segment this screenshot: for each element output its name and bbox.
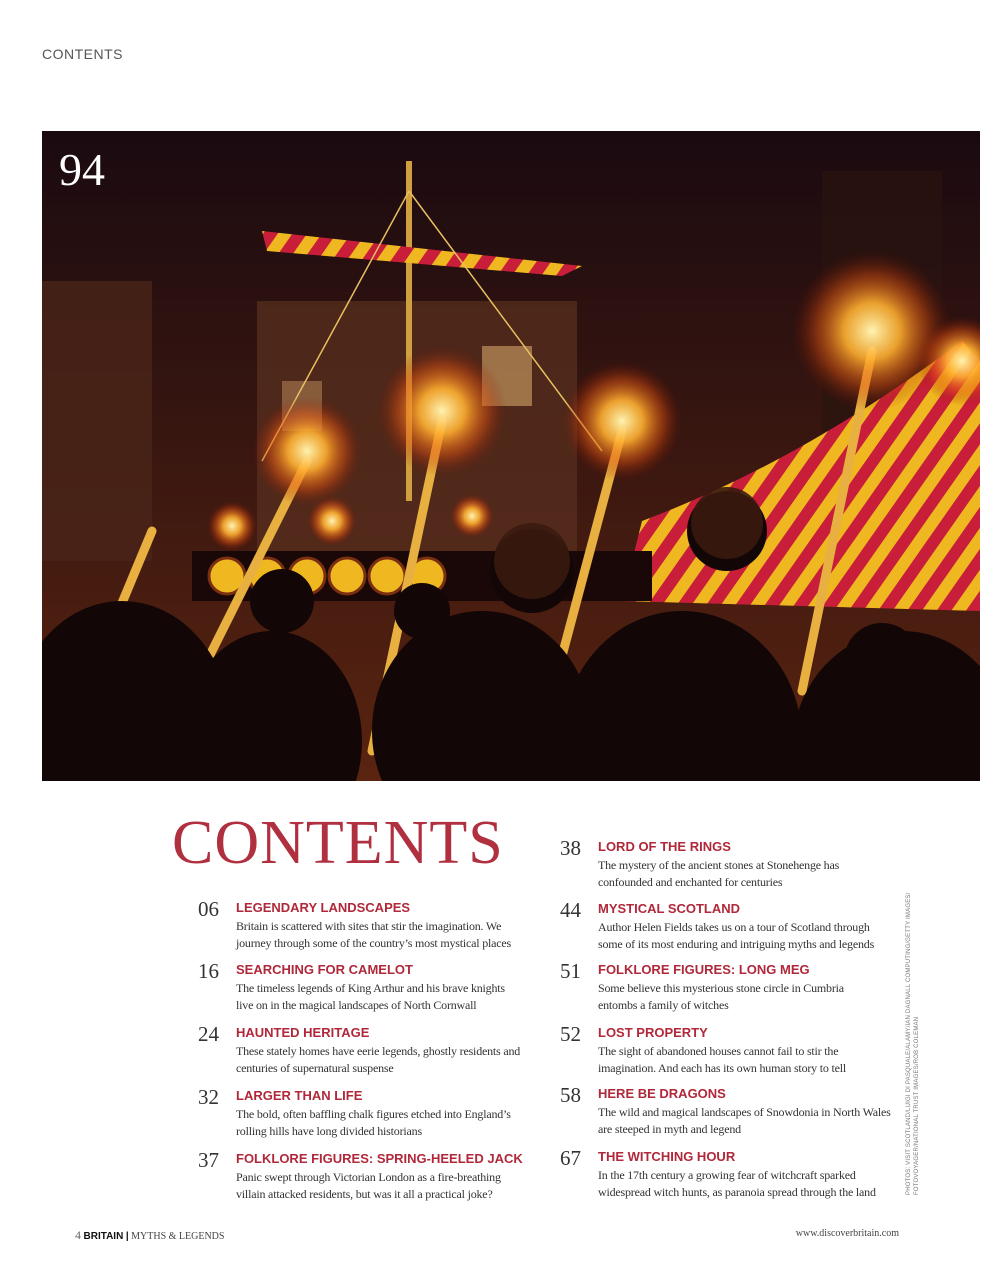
toc-title[interactable]: LOST PROPERTY <box>598 1025 708 1040</box>
toc-description: The bold, often baffling chalk figures etched into England’s rolling hills have long divided historians <box>236 1107 511 1138</box>
toc-title[interactable]: SEARCHING FOR CAMELOT <box>236 962 413 977</box>
toc-title[interactable]: FOLKLORE FIGURES: SPRING-HEELED JACK <box>236 1151 523 1166</box>
toc-description: The mystery of the ancient stones at Stonehenge has confounded and enchanted for centuries <box>598 858 840 889</box>
toc-title[interactable]: LORD OF THE RINGS <box>598 839 731 854</box>
torch-procession-illustration <box>42 131 980 781</box>
toc-title[interactable]: THE WITCHING HOUR <box>598 1149 736 1164</box>
toc-page-number: 37 <box>198 1148 219 1172</box>
toc-page-number: 16 <box>198 959 219 983</box>
toc-title[interactable]: HAUNTED HERITAGE <box>236 1025 370 1040</box>
toc-description: In the 17th century a growing fear of witchcraft sparked widespread witch hunts, as paranoia spread through the land <box>598 1168 876 1199</box>
hero-photo <box>42 131 980 781</box>
toc-title[interactable]: LEGENDARY LANDSCAPES <box>236 900 411 915</box>
toc-page-number: 06 <box>198 897 219 921</box>
toc-page-number: 38 <box>560 836 581 860</box>
toc-page-number: 44 <box>560 898 581 922</box>
toc-title[interactable]: LARGER THAN LIFE <box>236 1088 363 1103</box>
toc-description: Some believe this mysterious stone circle in Cumbria entombs a family of witches <box>598 981 844 1012</box>
toc-description: The wild and magical landscapes of Snowdonia in North Wales are steeped in myth and legend <box>598 1105 891 1136</box>
toc-description: These stately homes have eerie legends, ghostly residents and centuries of supernatural suspense <box>236 1044 521 1075</box>
toc-page-number: 24 <box>198 1022 219 1046</box>
footer-folio <box>75 1228 224 1243</box>
toc-title[interactable]: MYSTICAL SCOTLAND <box>598 901 741 916</box>
toc-page-number: 52 <box>560 1022 581 1046</box>
toc-page-number: 51 <box>560 959 581 983</box>
toc-description: Panic swept through Victorian London as a fire-breathing villain attacked residents, but was it all a practical joke? <box>236 1170 501 1201</box>
footer-website-link[interactable]: www.discoverbritain.com <box>795 1228 899 1239</box>
contents-title: CONTENTS <box>172 809 504 877</box>
footer-brand: BRITAIN <box>83 1231 124 1242</box>
toc-page-number: 32 <box>198 1085 219 1109</box>
section-label: CONTENTS <box>42 46 123 62</box>
toc-description: Britain is scattered with sites that stir the imagination. We journey through some of the country’s most mystical places <box>236 919 512 950</box>
footer-section: MYTHS & LEGENDS <box>131 1231 225 1242</box>
toc-description: Author Helen Fields takes us on a tour of Scotland through some of its most enduring and intriguing myths and legends <box>598 920 875 951</box>
toc-page-number: 67 <box>560 1146 581 1170</box>
toc-description: The timeless legends of King Arthur and his brave knights live on in the magical landscapes of North Cornwall <box>236 981 505 1012</box>
toc-page-number: 58 <box>560 1083 581 1107</box>
footer-separator: | <box>125 1231 129 1242</box>
footer-page-number: 4 <box>75 1228 81 1242</box>
toc-title[interactable]: HERE BE DRAGONS <box>598 1086 726 1101</box>
photo-credit: PHOTOS: VISIT SCOTLAND/LUIGI DI PASQUALE/ALAMY/IAN DAGNALL COMPUTING/GETTY IMAGES/ FOTOVOYAGER/NATIONAL TRUST IMAGES/ROB COLEMAN <box>906 892 920 1195</box>
toc-title[interactable]: FOLKLORE FIGURES: LONG MEG <box>598 962 810 977</box>
hero-page-number: 94 <box>59 144 105 195</box>
toc-description: The sight of abandoned houses cannot fail to stir the imagination. And each has its own human story to tell <box>598 1044 847 1075</box>
